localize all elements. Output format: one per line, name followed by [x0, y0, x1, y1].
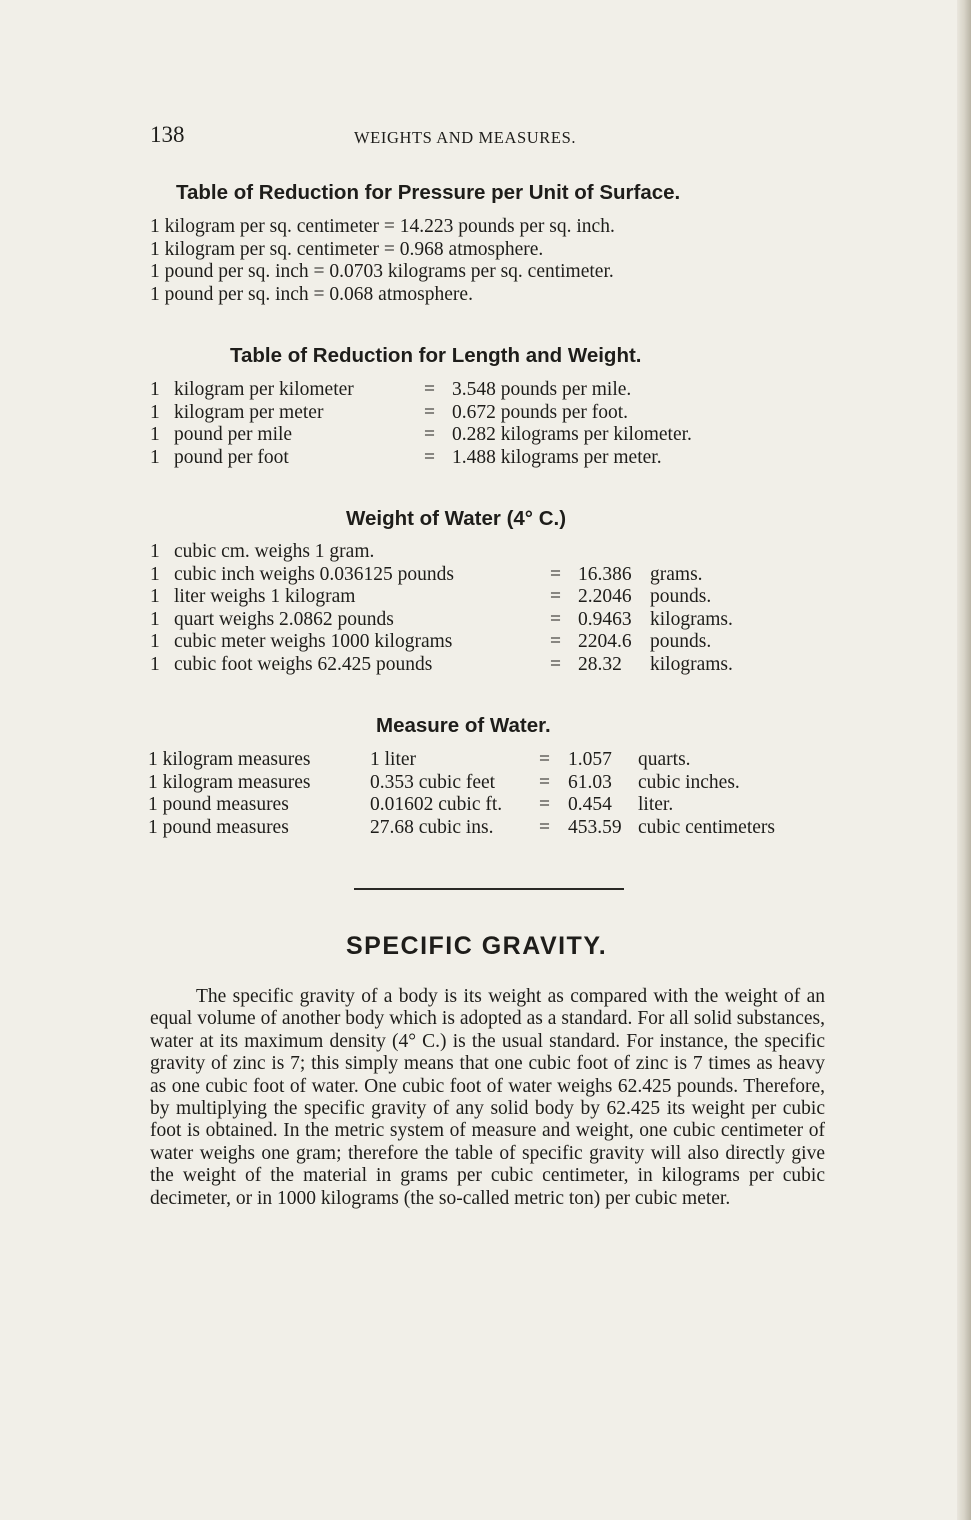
row-unit: grams.	[650, 563, 703, 585]
row-equals: =	[424, 446, 435, 468]
row-mass: 1 kilogram measures	[148, 771, 311, 793]
row-equals: =	[550, 653, 561, 675]
row-equals: =	[550, 586, 561, 608]
row-number: 16.386	[578, 563, 632, 585]
water-weight-row	[150, 564, 800, 587]
row-value: 0.672 pounds per foot.	[452, 401, 629, 423]
row-unit: pounds.	[650, 631, 712, 653]
row-equals: =	[550, 563, 561, 585]
water-weight-row	[150, 586, 800, 609]
row-equals: =	[550, 608, 561, 630]
row-description: cubic meter weighs 1000 kilograms	[174, 631, 453, 653]
water-weight-row	[150, 654, 800, 677]
row-mass: 1 pound measures	[148, 794, 289, 816]
row-description: cubic inch weighs 0.036125 pounds	[174, 563, 455, 585]
length-weight-row	[150, 447, 800, 470]
row-number: 2204.6	[578, 631, 632, 653]
row-volume: 0.01602 cubic ft.	[370, 794, 503, 816]
row-quantity: 1	[150, 541, 160, 562]
pressure-row: 1 pound per sq. inch = 0.0703 kilograms per sq. centimeter.	[150, 261, 614, 283]
row-quantity: 1	[150, 379, 160, 400]
row-number: 61.03	[568, 771, 612, 793]
water-weight-table-title: Weight of Water (4° C.)	[346, 507, 567, 530]
row-description: cubic foot weighs 62.425 pounds	[174, 653, 433, 675]
length-weight-table	[150, 379, 800, 469]
row-equals: =	[539, 771, 550, 793]
row-unit: cubic centimeters	[638, 816, 775, 838]
row-unit: kilograms.	[650, 608, 733, 630]
row-equals: =	[539, 794, 550, 816]
row-equals: =	[539, 749, 550, 770]
running-head: WEIGHTS AND MEASURES.	[354, 128, 577, 147]
row-unit: quarts.	[638, 749, 691, 770]
length-weight-row	[150, 402, 800, 425]
section-divider	[354, 888, 624, 890]
row-equals: =	[550, 631, 561, 653]
row-equals: =	[424, 401, 435, 423]
row-quantity: 1	[150, 563, 160, 585]
water-weight-row	[150, 631, 800, 654]
row-description: cubic cm. weighs 1 gram.	[174, 541, 375, 562]
specific-gravity-paragraph: The specific gravity of a body is its weight as compared with the weight of an equal volume of another body which is adopted as a standard. For all solid substances, water at its maximum density (4° C.) is the usual standard. For instance, the specific gravity of zinc is 7; this simply means that one cubic foot of zinc is 7 times as heavy as one cubic foot of water. One cubic foot of water weighs 62.425 pounds. Therefore, by multiplying the specific gravity of any solid body by 62.425 its weight per cubic foot is obtained. In the metric system of measure and weight, one cubic centimeter of water weighs one gram; therefore the table of specific gravity will also directly give the weight of the material in grams per cubic centimeter, in kilograms per cubic decimeter, or in 1000 kilograms (the so-called metric ton) per cubic meter.	[150, 986, 825, 1209]
row-quantity: 1	[150, 586, 160, 608]
row-value: 1.488 kilograms per meter.	[452, 446, 662, 468]
row-number: 0.9463	[578, 608, 632, 630]
row-quantity: 1	[150, 401, 160, 423]
pressure-row: 1 pound per sq. inch = 0.068 atmosphere.	[150, 283, 473, 305]
page-header	[150, 122, 640, 156]
pressure-table-title: Table of Reduction for Pressure per Unit of Surface.	[176, 181, 681, 204]
row-unit: pound per foot	[174, 446, 289, 468]
pressure-row: 1 kilogram per sq. centimeter = 0.968 atmosphere.	[150, 238, 544, 260]
row-number: 453.59	[568, 816, 622, 838]
row-description: liter weighs 1 kilogram	[174, 586, 356, 608]
water-measure-row	[148, 772, 828, 795]
row-volume: 0.353 cubic feet	[370, 771, 496, 793]
row-unit: kilogram per meter	[174, 401, 324, 423]
row-unit: kilograms.	[650, 653, 733, 675]
row-mass: 1 pound measures	[148, 816, 289, 838]
specific-gravity-title: SPECIFIC GRAVITY.	[346, 932, 608, 960]
row-description: quart weighs 2.0862 pounds	[174, 608, 394, 630]
row-quantity: 1	[150, 424, 160, 446]
row-equals: =	[539, 816, 550, 838]
water-measure-row	[148, 749, 828, 772]
water-weight-row	[150, 609, 800, 632]
row-quantity: 1	[150, 608, 160, 630]
pressure-table	[150, 216, 615, 306]
page-edge	[957, 0, 971, 1520]
row-number: 1.057	[568, 749, 612, 770]
row-volume: 1 liter	[370, 749, 417, 770]
row-value: 0.282 kilograms per kilometer.	[452, 424, 692, 446]
row-unit: pound per mile	[174, 424, 293, 446]
row-number: 28.32	[578, 653, 622, 675]
row-unit: pounds.	[650, 586, 712, 608]
water-measure-table-title: Measure of Water.	[376, 714, 551, 737]
water-weight-row	[150, 541, 800, 564]
row-unit: kilogram per kilometer	[174, 379, 354, 400]
length-weight-row	[150, 424, 800, 447]
row-number: 0.454	[568, 794, 612, 816]
row-equals: =	[424, 379, 435, 400]
length-weight-table-title: Table of Reduction for Length and Weight.	[230, 344, 642, 367]
row-equals: =	[424, 424, 435, 446]
water-measure-row	[148, 817, 828, 840]
row-mass: 1 kilogram measures	[148, 749, 311, 770]
row-quantity: 1	[150, 653, 160, 675]
row-unit: cubic inches.	[638, 771, 740, 793]
row-volume: 27.68 cubic ins.	[370, 816, 494, 838]
row-value: 3.548 pounds per mile.	[452, 379, 632, 400]
water-measure-row	[148, 794, 828, 817]
row-quantity: 1	[150, 631, 160, 653]
pressure-row: 1 kilogram per sq. centimeter = 14.223 pounds per sq. inch.	[150, 216, 615, 237]
page-number: 138	[150, 122, 185, 147]
water-weight-table	[150, 541, 800, 677]
row-number: 2.2046	[578, 586, 632, 608]
length-weight-row	[150, 379, 800, 402]
water-measure-table	[148, 749, 828, 839]
row-unit: liter.	[638, 794, 674, 816]
row-quantity: 1	[150, 446, 160, 468]
